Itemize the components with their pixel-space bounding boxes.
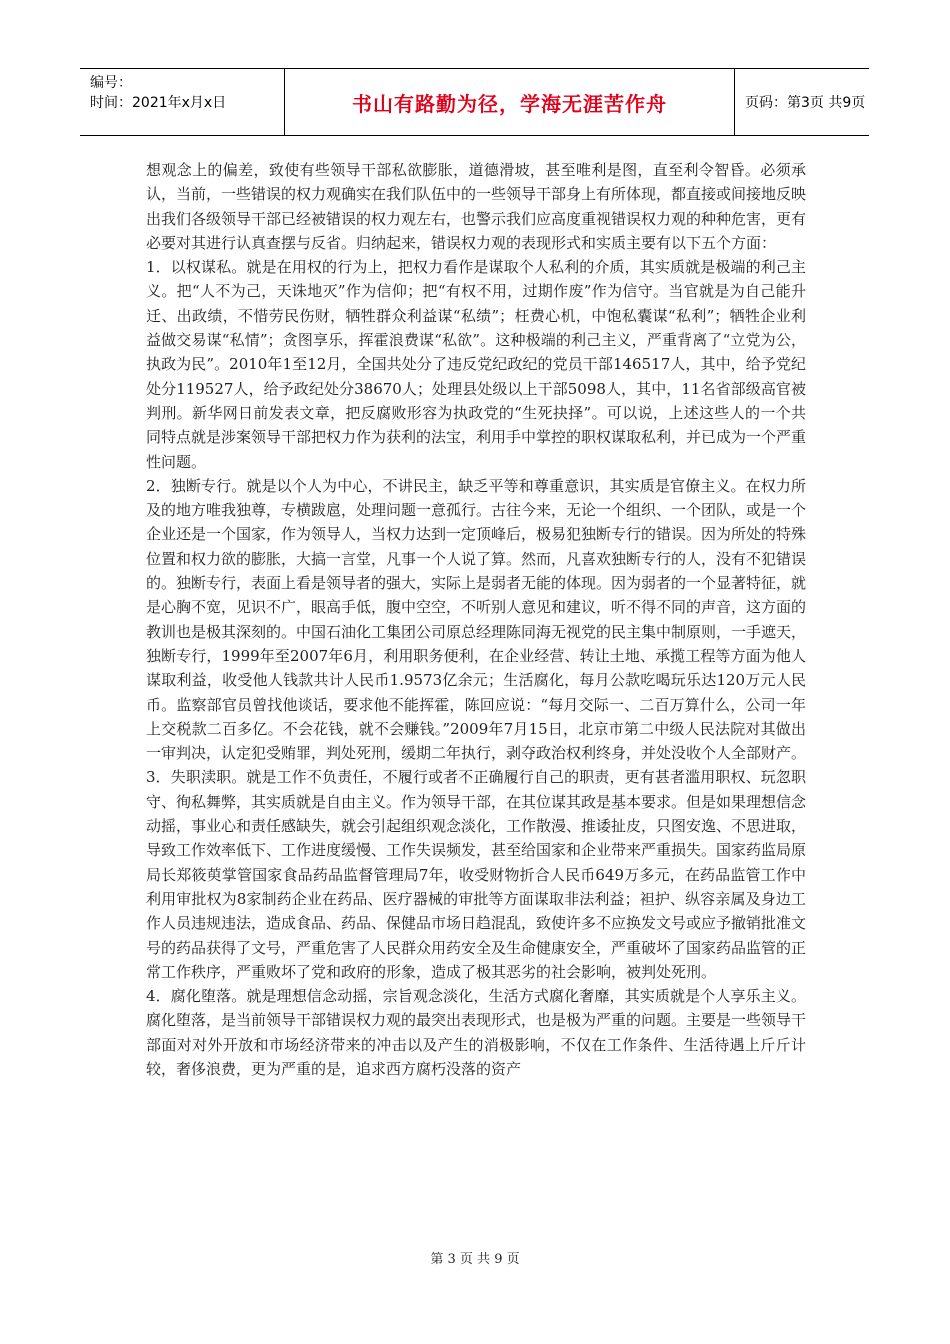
header-info-cell	[80, 69, 285, 135]
paragraph-item-2: 2．独断专行。就是以个人为中心，不讲民主，缺乏平等和尊重意识，其实质是官僚主义。在权力所及的地方唯我独尊，专横跋扈，处理问题一意孤行。古往今来，无论一个组织、一个团队，或是一个企业还是一个国家，作为领导人，当权力达到一定顶峰后，极易犯独断专行的错误。因为所处的特殊位置和权力欲的膨胀，大搞一言堂，凡事一个人说了算。然而，凡喜欢独断专行的人，没有不犯错误的。独断专行，表面上看是领导者的强大，实际上是弱者无能的体现。因为弱者的一个显著特征，就是心胸不宽，见识不广，眼高手低，腹中空空，不听别人意见和建议，听不得不同的声音，这方面的教训也是极其深刻的。中国石油化工集团公司原总经理陈同海无视党的民主集中制原则，一手遮天，独断专行，1999年至2007年6月，利用职务便利，在企业经营、转让土地、承揽工程等方面为他人谋取利益，收受他人钱款共计人民币1.9573亿余元；生活腐化，每月公款吃喝玩乐达120万元人民币。监察部官员曾找他谈话，要求他不能挥霍，陈回应说：“每月交际一、二百万算什么，公司一年上交税款二百多亿。不会花钱，就不会赚钱。”2009年7月15日，北京市第二中级人民法院对其做出一审判决，认定犯受贿罪，判处死刑，缓期二年执行，剥夺政治权利终身，并处没收个人全部财产。	[146, 476, 807, 763]
page-label: 页码：第3页 共9页	[745, 95, 866, 111]
document-body	[146, 158, 806, 1081]
header-page-cell	[735, 69, 869, 135]
header-motto: 书山有路勤为径，学海无涯苦作舟	[352, 91, 667, 116]
header-motto-cell	[285, 69, 735, 135]
page-header	[80, 68, 869, 136]
paragraph-item-3: 3．失职渎职。就是工作不负责任，不履行或者不正确履行自己的职责，更有甚者滥用职权、玩忽职守、徇私舞弊，其实质就是自由主义。作为领导干部，在其位谋其政是基本要求。但是如果理想信念动摇，事业心和责任感缺失，就会引起组织观念淡化，工作散漫、推诿扯皮，只图安逸、不思进取，导致工作效率低下、工作进度缓慢、工作失误频发，甚至给国家和企业带来严重损失。国家药监局原局长郑筱萸掌管国家食品药品监督管理局7年，收受财物折合人民币649万多元，在药品监管工作中利用审批权为8家制药企业在药品、医疗器械的审批等方面谋取非法利益；袒护、纵容亲属及身边工作人员违规违法，造成食品、药品、保健品市场日趋混乱，致使许多不应换发文号或应予撤销批准文号的药品获得了文号，严重危害了人民群众用药安全及生命健康安全，严重破坏了国家药品监管的正常工作秩序，严重败坏了党和政府的形象，造成了极其恶劣的社会影响，被判处死刑。	[146, 768, 807, 981]
doc-number-label: 编号：	[90, 75, 132, 91]
page-footer: 第 3 页 共 9 页	[430, 1252, 520, 1267]
paragraph-item-4: 4．腐化堕落。就是理想信念动摇，宗旨观念淡化，生活方式腐化奢靡，其实质就是个人享乐主义。腐化堕落，是当前领导干部错误权力观的最突出表现形式，也是极为严重的问题。主要是一些领导干部面对对外开放和市场经济带来的冲击以及产生的消极影响，不仅在工作条件、生活待遇上斤斤计较，奢侈浪费，更为严重的是，追求西方腐朽没落的资产	[146, 987, 807, 1078]
paragraph-item-1: 1．以权谋私。就是在用权的行为上，把权力看作是谋取个人私利的介质，其实质就是极端的利己主义。把“人不为己，天诛地灭”作为信仰；把“有权不用，过期作废”作为信守。当官就是为自己能升迁、出政绩，不惜劳民伤财，牺牲群众利益谋“私绩”；枉费心机，中饱私囊谋“私利”；牺牲企业利益做交易谋“私情”；贪图享乐，挥霍浪费谋“私欲”。这种极端的利己主义，严重背离了“立党为公，执政为民”。2010年1至12月，全国共处分了违反党纪政纪的党员干部146517人，其中，给予党纪处分119527人，给予政纪处分38670人；处理县处级以上干部5098人，其中，11名省部级高官被判刑。新华网日前发表文章，把反腐败形容为执政党的“生死抉择”。可以说，上述这些人的一个共同特点就是涉案领导干部把权力作为获利的法宝，利用手中掌控的职权谋取私利，并已成为一个严重性问题。	[146, 258, 807, 471]
time-label: 时间：2021年x月x日	[90, 95, 227, 111]
paragraph-intro: 想观念上的偏差，致使有些领导干部私欲膨胀，道德滑坡，甚至唯利是图，直至利令智昏。必须承认，当前，一些错误的权力观确实在我们队伍中的一些领导干部身上有所体现，都直接或间接地反映出我们各级领导干部已经被错误的权力观左右，也警示我们应高度重视错误权力观的种种危害，更有必要对其进行认真查摆与反省。归纳起来，错误权力观的表现形式和实质主要有以下五个方面：	[146, 161, 807, 252]
